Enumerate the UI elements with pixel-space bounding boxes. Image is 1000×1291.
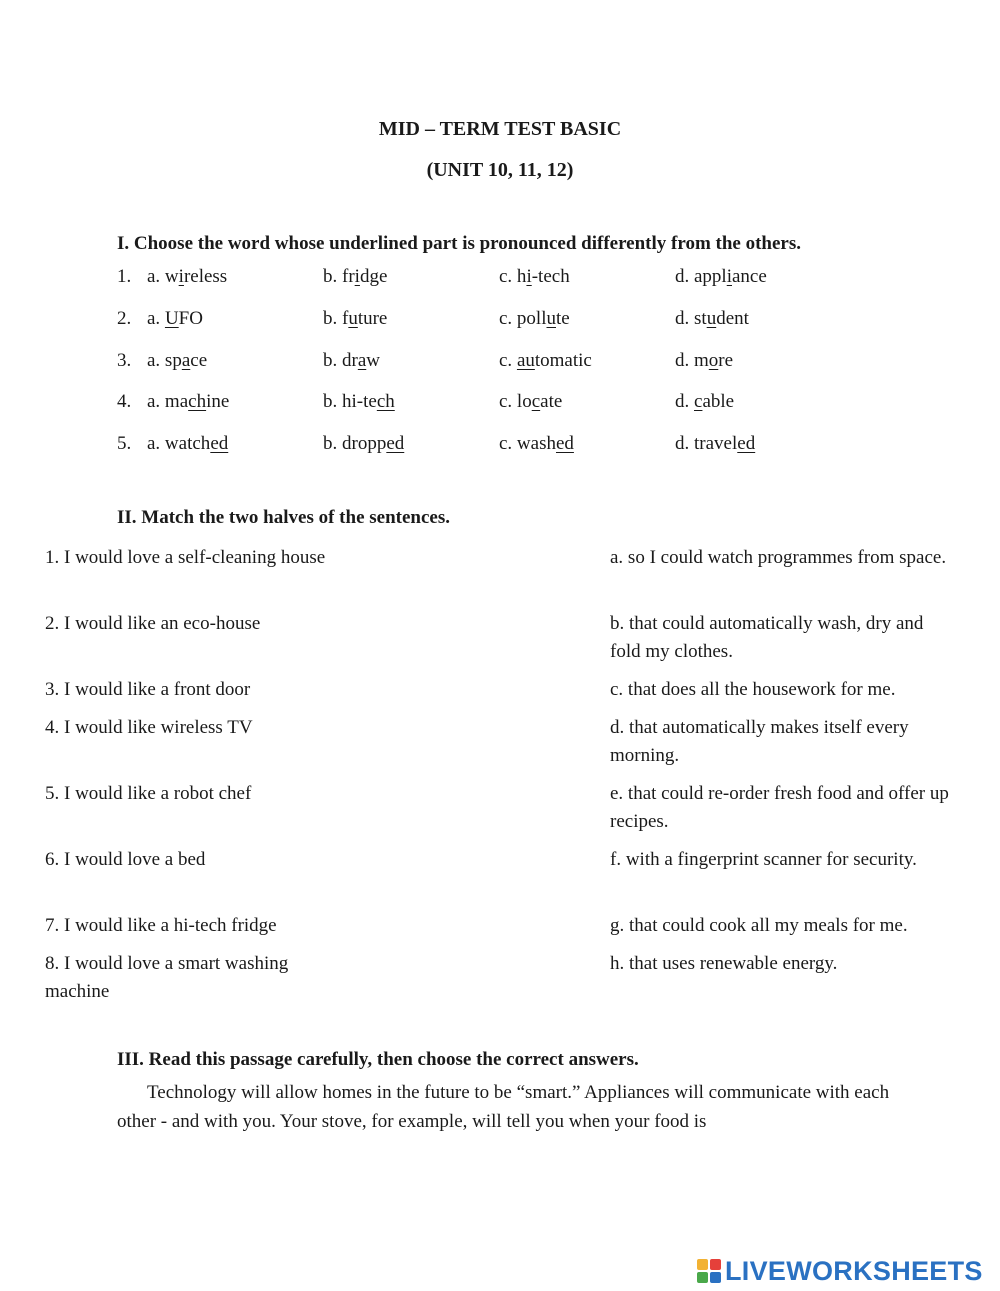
option-text-before: b. f: [323, 308, 349, 329]
answer-option: [499, 350, 592, 372]
answer-option: [323, 350, 380, 372]
option-text-after: tomatic: [534, 350, 592, 371]
question-number: 5.: [117, 433, 132, 454]
sentence-end: d. that automatically makes itself every morning.: [610, 717, 909, 766]
option-text-before: c. poll: [499, 308, 547, 329]
underlined-part: i: [726, 266, 732, 287]
option-text-after: ture: [357, 308, 388, 329]
answer-option: [675, 350, 733, 372]
page-subtitle: (UNIT 10, 11, 12): [426, 159, 574, 181]
underlined-part: ed: [737, 433, 756, 454]
option-text-before: a.: [147, 308, 165, 329]
sentence-start: 4. I would like wireless TV: [45, 717, 253, 738]
option-text-before: c. wash: [499, 433, 556, 454]
option-text-before: a. ma: [147, 391, 189, 412]
option-text-before: c. lo: [499, 391, 532, 412]
answer-option: [323, 308, 387, 330]
sentence-start: 6. I would love a bed: [45, 849, 206, 870]
answer-option: [499, 391, 562, 413]
answer-option: [147, 350, 207, 372]
option-text-after: ine: [206, 391, 230, 412]
reading-passage: Technology will allow homes in the future to be “smart.” Appliances will communicate with each other - and with you. Your stove, for example, will tell you when your food is: [117, 1082, 890, 1132]
answer-option: [499, 266, 570, 288]
answer-option: [323, 391, 395, 413]
logo-text: LIVEWORKSHEETS: [725, 1255, 983, 1286]
option-text-before: d. st: [675, 308, 707, 329]
option-text-before: b. hi-te: [323, 391, 377, 412]
option-text-before: b. dropp: [323, 433, 387, 454]
liveworksheets-logo-icon: [697, 1259, 721, 1283]
underlined-part: ch: [188, 391, 207, 412]
answer-option: [147, 266, 227, 288]
sentence-start: 7. I would like a hi-tech fridge: [45, 915, 277, 936]
underlined-part: a: [357, 350, 367, 371]
underlined-part: ed: [386, 433, 405, 454]
underlined-part: c: [694, 391, 703, 412]
sentence-start: 3. I would like a front door: [45, 679, 251, 700]
sentence-end: b. that could automatically wash, dry and fold my clothes.: [610, 613, 924, 662]
underlined-part: u: [348, 308, 358, 329]
option-text-after: ate: [540, 391, 563, 412]
question-number: 1.: [117, 266, 132, 287]
option-text-after: able: [702, 391, 735, 412]
option-text-before: a. sp: [147, 350, 182, 371]
sentence-end: e. that could re-order fresh food and offer up recipes.: [610, 783, 949, 832]
option-text-after: reless: [183, 266, 228, 287]
underlined-part: o: [708, 350, 719, 371]
section-3-heading: III. Read this passage carefully, then choose the correct answers.: [117, 1049, 639, 1070]
answer-option: [323, 266, 387, 288]
option-text-before: b. fr: [323, 266, 355, 287]
option-text-after: te: [556, 308, 570, 329]
option-text-after: w: [366, 350, 380, 371]
section-2-heading: II. Match the two halves of the sentences.: [117, 507, 450, 528]
answer-option: [147, 308, 203, 330]
answer-option: [147, 391, 229, 413]
sentence-start: 1. I would love a self-cleaning house: [45, 547, 326, 568]
underlined-part: au: [516, 350, 535, 371]
option-text-before: a. watch: [147, 433, 211, 454]
answer-option: [675, 391, 734, 413]
answer-option: [675, 266, 767, 288]
liveworksheets-logo: [697, 1256, 983, 1286]
underlined-part: i: [354, 266, 360, 287]
sentence-start: 2. I would like an eco-house: [45, 613, 261, 634]
option-text-before: d. m: [675, 350, 709, 371]
option-text-before: c.: [499, 350, 517, 371]
underlined-part: c: [531, 391, 541, 412]
answer-option: [147, 433, 228, 455]
option-text-after: FO: [178, 308, 203, 329]
underlined-part: U: [164, 308, 179, 329]
option-text-before: b. dr: [323, 350, 358, 371]
option-text-after: dge: [359, 266, 388, 287]
option-text-before: a. w: [147, 266, 179, 287]
underlined-part: ed: [555, 433, 574, 454]
section-1-heading: I. Choose the word whose underlined part is pronounced differently from the others.: [117, 233, 802, 254]
underlined-part: ed: [210, 433, 229, 454]
answer-option: [499, 433, 574, 455]
option-text-before: c. h: [499, 266, 527, 287]
underlined-part: i: [526, 266, 532, 287]
sentence-end: f. with a fingerprint scanner for security.: [610, 849, 917, 870]
question-number: 2.: [117, 308, 132, 329]
option-text-after: ce: [190, 350, 208, 371]
option-text-after: -tech: [531, 266, 570, 287]
option-text-before: d. travel: [675, 433, 738, 454]
sentence-end: h. that uses renewable energy.: [610, 953, 838, 974]
option-text-after: dent: [716, 308, 749, 329]
sentence-end: g. that could cook all my meals for me.: [610, 915, 908, 936]
sentence-start: 8. I would love a smart washing machine: [45, 953, 289, 1002]
sentence-start: 5. I would like a robot chef: [45, 783, 252, 804]
option-text-before: d. appl: [675, 266, 727, 287]
underlined-part: u: [546, 308, 556, 329]
page-title: MID – TERM TEST BASIC: [378, 118, 622, 140]
question-number: 4.: [117, 391, 132, 412]
answer-option: [499, 308, 570, 330]
answer-option: [323, 433, 404, 455]
option-text-after: ance: [732, 266, 767, 287]
option-text-before: d.: [675, 391, 694, 412]
answer-option: [675, 308, 749, 330]
option-text-after: re: [718, 350, 734, 371]
underlined-part: u: [706, 308, 717, 329]
sentence-end: a. so I could watch programmes from space.: [610, 547, 947, 568]
sentence-end: c. that does all the housework for me.: [610, 679, 896, 700]
underlined-part: ch: [376, 391, 395, 412]
answer-option: [675, 433, 755, 455]
underlined-part: a: [181, 350, 191, 371]
underlined-part: i: [178, 266, 184, 287]
question-number: 3.: [117, 350, 132, 371]
